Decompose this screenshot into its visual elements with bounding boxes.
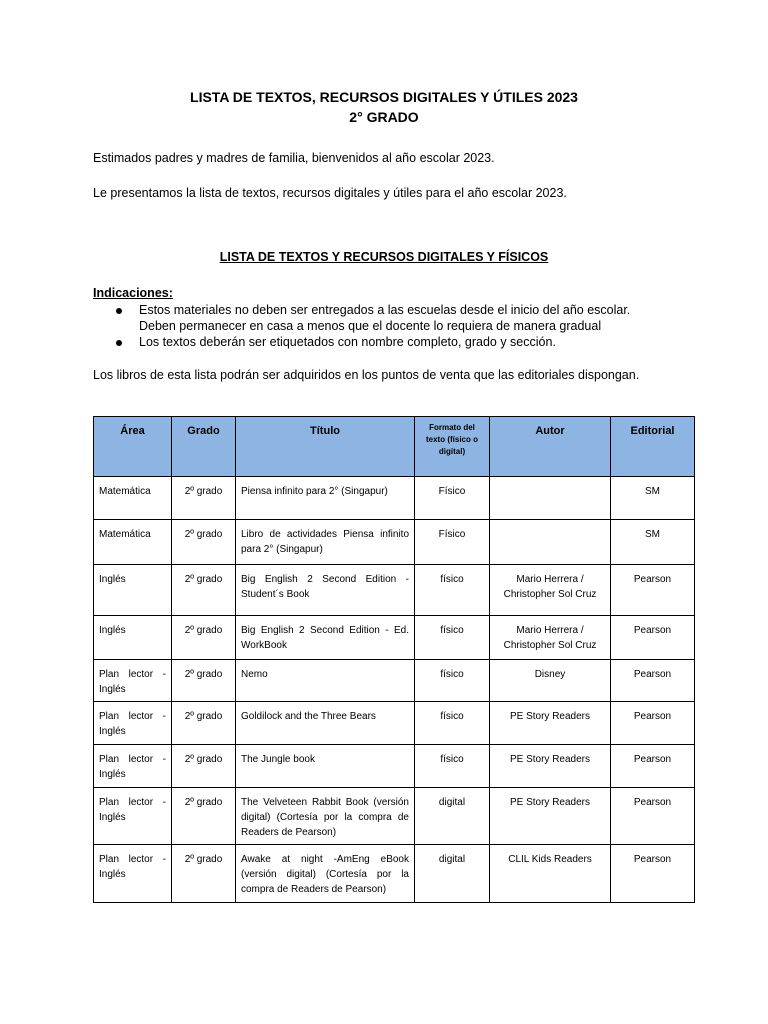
header-titulo: Título [236, 417, 415, 477]
cell-editorial: SM [611, 520, 695, 565]
cell-titulo: Big English 2 Second Edition - Ed. WorkBook [236, 616, 415, 660]
table-row [94, 845, 695, 903]
cell-formato: digital [415, 845, 490, 903]
cell-grado: 2º grado [172, 845, 236, 903]
cell-editorial: Pearson [611, 745, 695, 788]
table-header-row [94, 417, 695, 477]
cell-grado: 2º grado [172, 702, 236, 745]
table-row [94, 788, 695, 845]
bullet-icon [116, 340, 122, 346]
cell-autor: PE Story Readers [490, 788, 611, 845]
cell-titulo: The Jungle book [236, 745, 415, 788]
table-row [94, 702, 695, 745]
cell-editorial: Pearson [611, 702, 695, 745]
cell-area: Matemática [94, 477, 172, 520]
indication-text: Deben permanecer en casa a menos que el docente lo requiera de manera gradual [139, 319, 602, 333]
header-area: Área [94, 417, 172, 477]
cell-area: Plan lector - Inglés [94, 845, 172, 903]
books-table [93, 416, 695, 903]
cell-autor: PE Story Readers [490, 702, 611, 745]
cell-editorial: Pearson [611, 845, 695, 903]
cell-titulo: Nemo [236, 660, 415, 702]
cell-autor [490, 477, 611, 520]
presentation-text: Le presentamos la lista de textos, recursos digitales y útiles para el año escolar 2023. [93, 186, 567, 200]
cell-formato: físico [415, 616, 490, 660]
table-row [94, 616, 695, 660]
cell-formato: físico [415, 660, 490, 702]
header-grado: Grado [172, 417, 236, 477]
cell-titulo: Goldilock and the Three Bears [236, 702, 415, 745]
cell-titulo: The Velveteen Rabbit Book (versión digital) (Cortesía por la compra de Readers de Pearson) [236, 788, 415, 845]
cell-formato: digital [415, 788, 490, 845]
cell-titulo: Libro de actividades Piensa infinito para 2° (Singapur) [236, 520, 415, 565]
purchase-note: Los libros de esta lista podrán ser adquiridos en los puntos de venta que las editoriales dispongan. [93, 368, 640, 382]
greeting-text: Estimados padres y madres de familia, bienvenidos al año escolar 2023. [93, 151, 495, 165]
cell-autor: CLIL Kids Readers [490, 845, 611, 903]
cell-area: Inglés [94, 565, 172, 616]
cell-titulo: Awake at night -AmEng eBook (versión digital) (Cortesía por la compra de Readers de Pearson) [236, 845, 415, 903]
cell-autor: Disney [490, 660, 611, 702]
header-formato: Formato del texto (físico o digital) [415, 417, 490, 477]
table-row [94, 477, 695, 520]
cell-formato: físico [415, 702, 490, 745]
document-title: LISTA DE TEXTOS, RECURSOS DIGITALES Y ÚTILES 2023 [190, 89, 578, 105]
cell-grado: 2º grado [172, 565, 236, 616]
cell-editorial: Pearson [611, 565, 695, 616]
table-row [94, 660, 695, 702]
cell-area: Plan lector - Inglés [94, 788, 172, 845]
header-autor: Autor [490, 417, 611, 477]
indication-text: Los textos deberán ser etiquetados con nombre completo, grado y sección. [139, 335, 556, 349]
document-grade: 2° GRADO [349, 109, 419, 125]
cell-autor: Mario Herrera / Christopher Sol Cruz [490, 616, 611, 660]
cell-area: Plan lector - Inglés [94, 660, 172, 702]
cell-grado: 2º grado [172, 477, 236, 520]
indication-item [93, 334, 693, 350]
cell-grado: 2º grado [172, 745, 236, 788]
header-editorial: Editorial [611, 417, 695, 477]
cell-area: Inglés [94, 616, 172, 660]
cell-editorial: Pearson [611, 788, 695, 845]
cell-autor: PE Story Readers [490, 745, 611, 788]
indication-item-continued [93, 318, 693, 334]
cell-editorial: Pearson [611, 660, 695, 702]
cell-formato: físico [415, 745, 490, 788]
cell-grado: 2º grado [172, 520, 236, 565]
cell-formato: físico [415, 565, 490, 616]
cell-grado: 2º grado [172, 788, 236, 845]
table-row [94, 565, 695, 616]
cell-grado: 2º grado [172, 616, 236, 660]
cell-titulo: Piensa infinito para 2° (Singapur) [236, 477, 415, 520]
cell-editorial: SM [611, 477, 695, 520]
cell-formato: Físico [415, 520, 490, 565]
cell-area: Plan lector - Inglés [94, 702, 172, 745]
section-title: LISTA DE TEXTOS Y RECURSOS DIGITALES Y FÍSICOS [219, 250, 549, 264]
cell-titulo: Big English 2 Second Edition - Student´s Book [236, 565, 415, 616]
cell-area: Plan lector - Inglés [94, 745, 172, 788]
cell-autor [490, 520, 611, 565]
indication-text: Estos materiales no deben ser entregados a las escuelas desde el inicio del año escolar. [139, 303, 631, 317]
cell-autor: Mario Herrera / Christopher Sol Cruz [490, 565, 611, 616]
cell-editorial: Pearson [611, 616, 695, 660]
indications-heading: Indicaciones: [93, 286, 173, 300]
table-row [94, 520, 695, 565]
indication-item [93, 302, 693, 318]
table-row [94, 745, 695, 788]
cell-formato: Físico [415, 477, 490, 520]
cell-area: Matemática [94, 520, 172, 565]
indications-list [93, 302, 693, 350]
cell-grado: 2º grado [172, 660, 236, 702]
bullet-icon [116, 308, 122, 314]
